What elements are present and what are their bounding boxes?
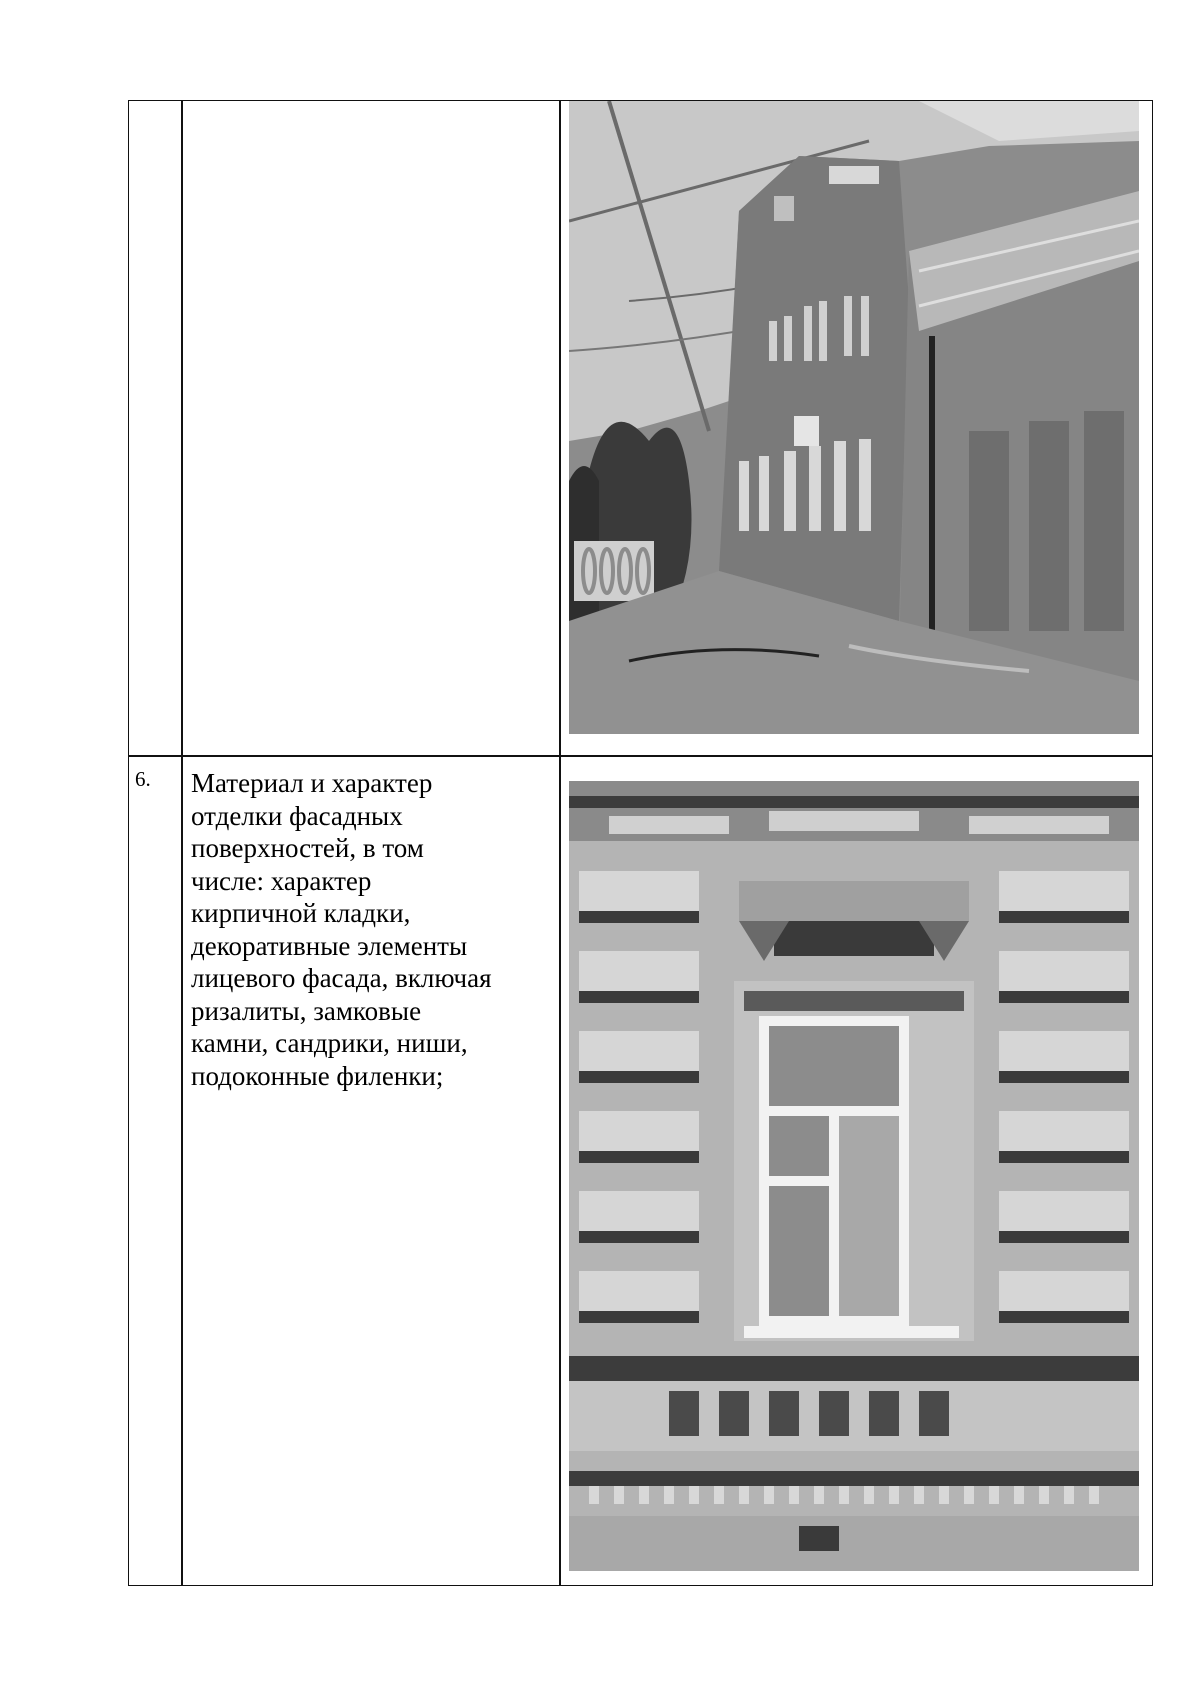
column-divider-1 <box>181 101 183 1585</box>
row-description: Материал и характер отделки фасадных поверхностей, в том числе: характер кирпичной кладки, декоративные элементы лицевого фасада, включая ризалиты, замковые камни, сандрики, ниши, подоконные филенки; <box>191 768 492 1091</box>
facade-window-photo <box>569 781 1139 1571</box>
row-number: 6. <box>135 767 151 791</box>
column-divider-2 <box>559 101 561 1585</box>
building-street-photo-icon <box>569 101 1139 734</box>
document-table <box>128 100 1153 1586</box>
facade-window-photo-icon <box>569 781 1139 1571</box>
building-street-photo <box>569 101 1139 734</box>
row-divider <box>129 755 1152 757</box>
